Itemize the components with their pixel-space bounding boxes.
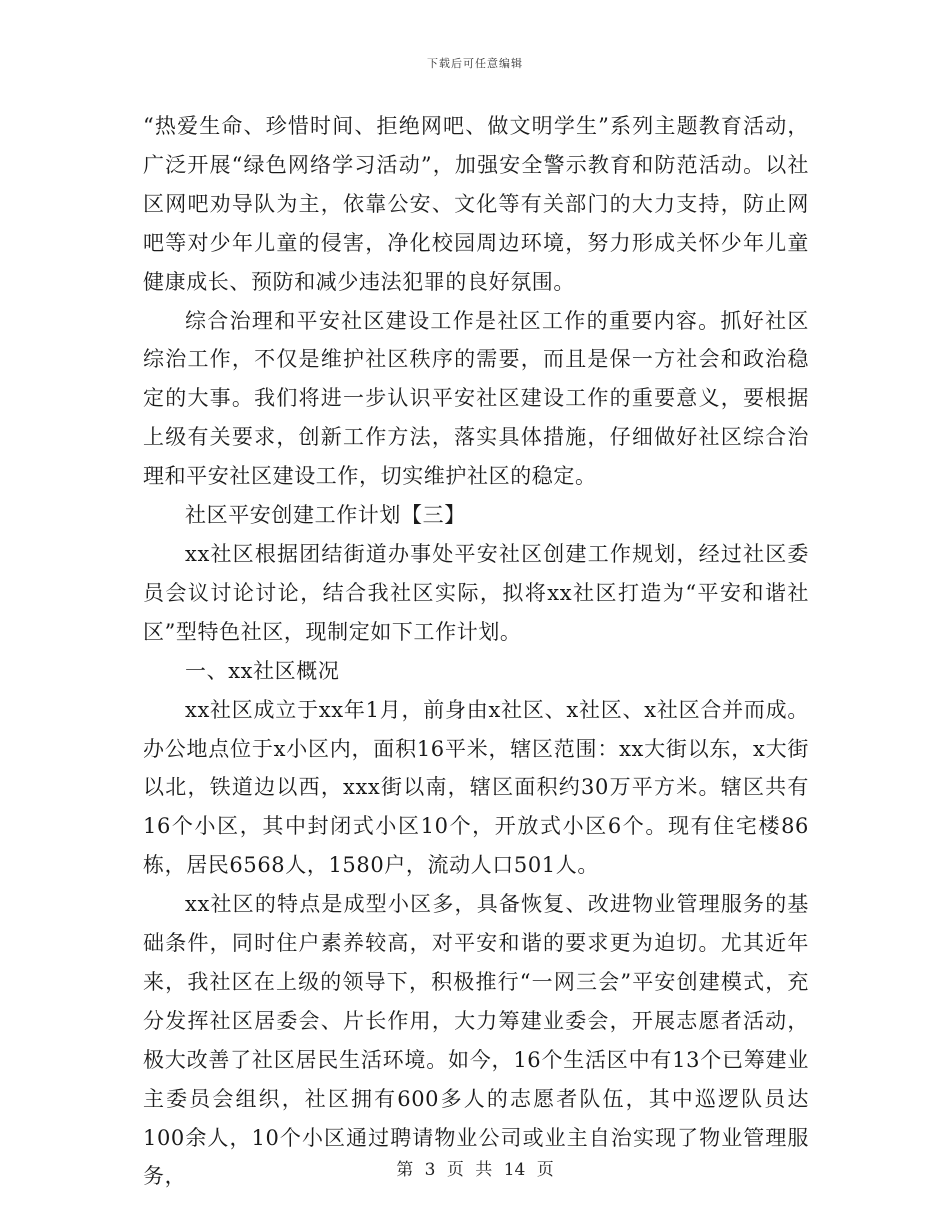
footer-middle: 页 共 <box>446 1160 493 1180</box>
page-footer <box>0 1155 950 1180</box>
footer-current-page: 3 <box>424 1160 436 1180</box>
section-heading: 社区平安创建工作计划【三】 <box>185 503 466 528</box>
paragraph-4: xx社区成立于xx年1月，前身由x社区、x社区、x社区合并而成。办公地点位于x小区内，面积16平米，辖区范围：xx大街以东，x大街以北，铁道边以西，xxx街以南，辖区面积约30万平方米。辖区共有16个小区，其中封闭式小区10个，开放式小区6个。现有住宅楼86栋，居民6568人，1580户，流动人口501人。 <box>143 697 809 878</box>
header-note: 下载后可任意编辑 <box>427 57 523 70</box>
footer-total-pages: 14 <box>503 1160 526 1180</box>
paragraph-3: xx社区根据团结街道办事处平安社区创建工作规划，经过社区委员会议讨论讨论，结合我社区实际，拟将xx社区打造为“平安和谐社区”型特色社区，现制定如下工作计划。 <box>143 541 809 644</box>
footer-suffix: 页 <box>536 1160 554 1180</box>
paragraph-2: 综合治理和平安社区建设工作是社区工作的重要内容。抓好社区综治工作，不仅是维护社区秩序的需要，而且是保一方社会和政治稳定的大事。我们将进一步认识平安社区建设工作的重要意义，要根据上级有关要求，创新工作方法，落实具体措施，仔细做好社区综合治理和平安社区建设工作，切实维护社区的稳定。 <box>143 308 809 489</box>
paragraph-5: xx社区的特点是成型小区多，具备恢复、改进物业管理服务的基础条件，同时住户素养较高，对平安和谐的要求更为迫切。尤其近年来，我社区在上级的领导下，积极推行“一网三会”平安创建模式，充分发挥社区居委会、片长作用，大力筹建业委会，开展志愿者活动，极大改善了社区居民生活环境。如今，16个生活区中有13个已筹建业主委员会组织，社区拥有600多人的志愿者队伍，其中巡逻队员达100余人，10个小区通过聘请物业公司或业主自治实现了物业管理服务， <box>143 892 809 1189</box>
document-body <box>143 107 809 1196</box>
subsection-heading: 一、xx社区概况 <box>185 658 340 683</box>
paragraph-1: “热爱生命、珍惜时间、拒绝网吧、做文明学生”系列主题教育活动，广泛开展“绿色网络学习活动”，加强安全警示教育和防范活动。以社区网吧劝导队为主，依靠公安、文化等有关部门的大力支持，防止网吧等对少年儿童的侵害，净化校园周边环境，努力形成关怀少年儿童健康成长、预防和减少违法犯罪的良好氛围。 <box>143 114 809 294</box>
footer-prefix: 第 <box>396 1160 414 1180</box>
